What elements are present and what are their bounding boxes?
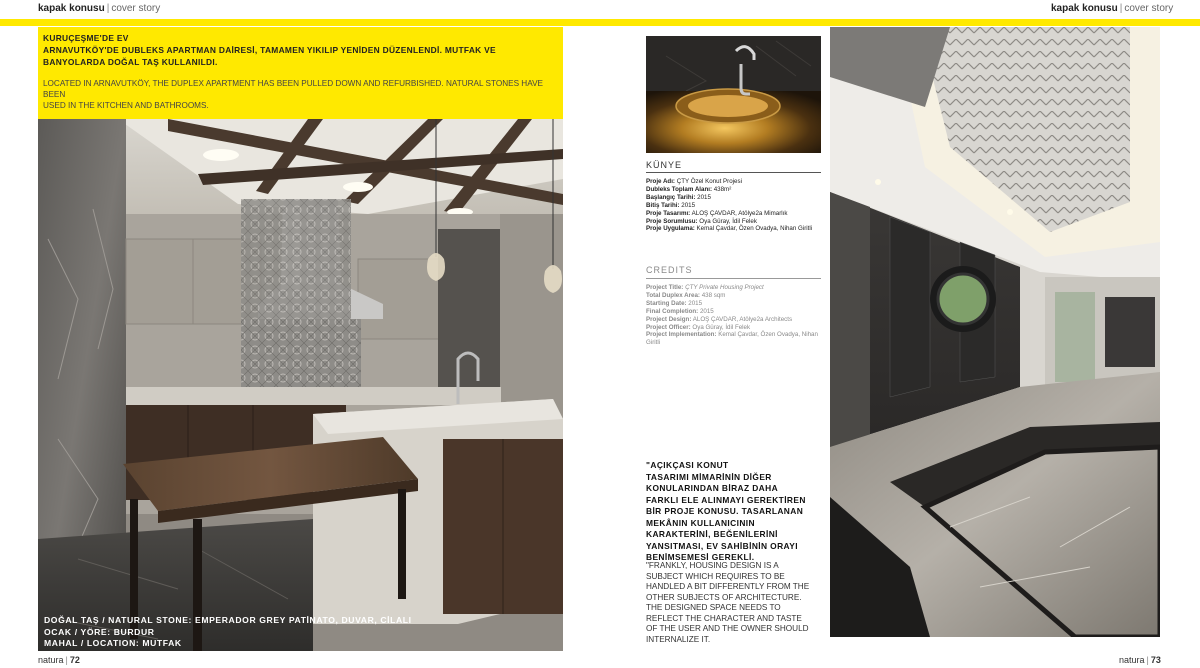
kitchen-illustration [38, 119, 563, 651]
credits-row [646, 331, 824, 339]
quote-line: THE DESIGNED SPACE NEEDS TO [646, 603, 781, 612]
header-separator: | [1119, 3, 1123, 14]
kunye-label: Proje Uygulama: [646, 225, 695, 233]
quote-line: HANDLED A BIT DIFFERENTLY FROM THE [646, 582, 810, 591]
credits-value: Giritli [646, 339, 661, 347]
header-right [1051, 3, 1173, 14]
footer-brand: natura [38, 655, 64, 665]
kunye-label: Proje Adı: [646, 178, 675, 185]
hallway-photo [830, 27, 1160, 637]
kunye-value: 438m² [712, 185, 732, 193]
credits-label: Starting Date: [646, 299, 687, 307]
kunye-label: Bitiş Tarihi: [646, 201, 680, 209]
credits-row [646, 316, 824, 324]
intro-title [43, 32, 555, 68]
quote-line: INTERNALIZE IT. [646, 634, 711, 644]
section-label-en: cover story [111, 3, 161, 14]
pull-quote-en [646, 561, 826, 645]
credits-label: Total Duplex Area: [646, 291, 700, 299]
quote-line: REFLECT THE CHARACTER AND TASTE [646, 613, 802, 623]
credits-value: ALOŞ ÇAVDAR, Atölye2a Architects [691, 315, 793, 323]
kunye-value: ALOŞ ÇAVDAR, Atölye2a Mimarlık [690, 209, 788, 217]
kunye-label: Proje Sorumlusu: [646, 217, 698, 225]
kunye-value: ÇTY Özel Konut Projesi [675, 178, 742, 185]
kunye-value: 2015 [679, 201, 696, 209]
kunye-row [646, 178, 812, 186]
kunye-rule [646, 172, 821, 173]
credits-value: 438 sqm [699, 291, 726, 299]
footer-brand: natura [1119, 655, 1145, 665]
kunye-list [646, 178, 812, 233]
credits-row [646, 300, 824, 308]
kunye-row [646, 194, 812, 202]
kunye-label: Dubleks Toplam Alanı: [646, 185, 713, 193]
credits-list [646, 284, 824, 347]
quote-line: KONULARINDAN BİRAZ DAHA [646, 483, 779, 493]
credits-value: 2015 [686, 299, 703, 307]
credits-label: Project Implementation: [646, 331, 717, 339]
quote-line: "AÇIKÇASI KONUT [646, 460, 729, 470]
credits-value: 2015 [698, 307, 714, 315]
sink-photo [646, 36, 821, 153]
caption-line: OCAK / YÖRE: BURDUR [44, 626, 155, 637]
credits-label: Final Completion: [646, 307, 699, 315]
footer-left [38, 655, 80, 665]
intro-title-line: ARNAVUTKÖY'DE DUBLEKS APARTMAN DAİRESİ, TAMAMEN YIKILIP YENİDEN DÜZENLENDİ. MUTFAK VE [43, 45, 496, 55]
kunye-row [646, 210, 812, 218]
credits-title: CREDITS [646, 265, 693, 275]
page-number: 72 [69, 655, 80, 665]
kunye-value: 2015 [695, 193, 711, 201]
credits-label: Project Officer: [646, 323, 691, 331]
header-separator: | [106, 3, 110, 14]
hallway-illustration [830, 27, 1160, 637]
credits-value: Oya Güray, İdil Felek [690, 323, 751, 331]
kunye-label: Başlangıç Tarihi: [646, 193, 696, 201]
kunye-label: Proje Tasarımı: [646, 209, 691, 217]
quote-line: YANSITMASI, EV SAHİBİNİN ORAYI [646, 540, 798, 551]
footer-separator: | [1146, 655, 1149, 665]
header-left [38, 3, 160, 14]
photo-caption [44, 615, 412, 650]
header-yellow-rule [0, 19, 1200, 26]
caption-line: DOĞAL TAŞ / NATURAL STONE: EMPERADOR GREY PATİNATO, DUVAR, CİLALI [44, 615, 412, 625]
quote-line: KARAKTERİNİ, BEĞENİLERİNİ [646, 529, 778, 539]
intro-title-line: BANYOLARDA DOĞAL TAŞ KULLANILDI. [43, 57, 218, 67]
section-label-en: cover story [1124, 3, 1174, 14]
kunye-row [646, 202, 812, 210]
intro-subtitle [43, 78, 555, 111]
intro-sub-line: LOCATED IN ARNAVUTKÖY, THE DUPLEX APARTMENT HAS BEEN PULLED DOWN AND REFURBISHED. NATURAL STONES HAVE BEEN [43, 79, 543, 99]
quote-line: BENİMSEMESİ GEREKLİ. [646, 552, 755, 562]
kunye-row [646, 225, 812, 233]
kitchen-photo [38, 119, 563, 651]
quote-line: "FRANKLY, HOUSING DESIGN IS A [646, 561, 779, 570]
page-number: 73 [1150, 655, 1161, 665]
intro-box [38, 27, 563, 119]
credits-row [646, 324, 824, 332]
intro-sub-line: USED IN THE KITCHEN AND BATHROOMS. [43, 101, 209, 110]
credits-value: ÇTY Private Housing Project [683, 284, 764, 291]
credits-row [646, 339, 824, 347]
sink-illustration [646, 36, 821, 153]
credits-label: Project Title: [646, 284, 684, 291]
footer-right [1119, 655, 1161, 665]
kunye-row [646, 218, 812, 226]
quote-line: OF THE USER AND THE OWNER SHOULD [646, 624, 809, 633]
caption-line: MAHAL / LOCATION: MUTFAK [44, 638, 182, 648]
quote-line: OTHER SUBJECTS OF ARCHITECTURE. [646, 592, 802, 602]
kunye-value: Oya Güray, İdil Felek [697, 217, 757, 225]
intro-title-line: KURUÇEŞME'DE EV [43, 33, 129, 43]
credits-value: Kemal Çavdar, Özen Ovadya, Nihan [716, 331, 818, 339]
credits-label: Project Design: [646, 315, 692, 323]
quote-line: TASARIMI MİMARİNİN DİĞER [646, 471, 772, 482]
footer-separator: | [65, 655, 68, 665]
kunye-value: Kemal Çavdar, Özen Ovadya, Nihan Giritli [694, 225, 813, 233]
credits-row [646, 292, 824, 300]
quote-line: MEKÂNIN KULLANICININ [646, 517, 755, 528]
credits-rule [646, 278, 821, 279]
quote-line: SUBJECT WHICH REQUIRES TO BE [646, 571, 785, 581]
credits-row [646, 308, 824, 316]
kunye-row [646, 186, 812, 194]
section-label: kapak konusu [1051, 3, 1118, 14]
quote-line: BİR PROJE KONUSU. TASARLANAN [646, 506, 804, 516]
credits-row [646, 284, 824, 292]
section-label: kapak konusu [38, 3, 105, 14]
quote-line: FARKLI ELE ALINMAYI GEREKTİREN [646, 494, 806, 505]
pull-quote-tr [646, 460, 826, 564]
kunye-title: KÜNYE [646, 160, 683, 170]
